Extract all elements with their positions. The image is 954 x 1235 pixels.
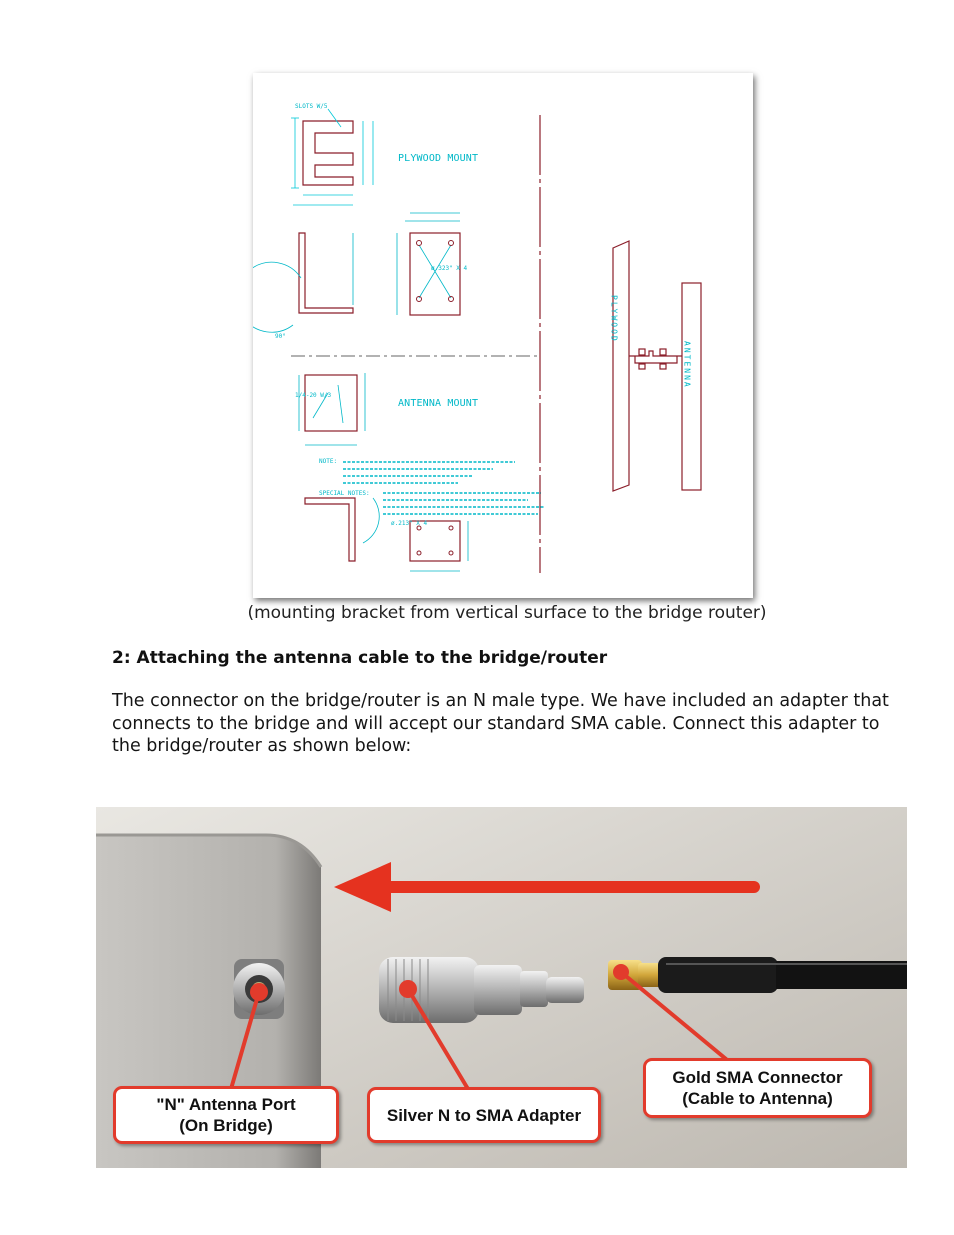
mounting-bracket-drawing (253, 73, 753, 598)
drawing-angle-label: 90° (275, 333, 286, 340)
plywood-bracket-plan (303, 121, 353, 185)
callout-n-to-sma-adapter: Silver N to SMA Adapter (367, 1087, 601, 1143)
drawing-antenna-mount-label: ANTENNA MOUNT (398, 398, 478, 409)
drawing-plywood-vertical-label: PLYWOOD (609, 295, 619, 343)
drawing-top-note: SLOTS W/5 (295, 103, 328, 110)
drawing-plywood-mount-label: PLYWOOD MOUNT (398, 153, 478, 164)
drawing-antenna-vertical-label: ANTENNA (682, 341, 692, 389)
callout-gold-sma-connector: Gold SMA Connector (Cable to Antenna) (643, 1058, 872, 1118)
drawing-thread-note: 1/4-20 W/3 (295, 392, 332, 399)
instruction-paragraph: The connector on the bridge/router is an N male type. We have included an adapter that connects to the bridge and will accept our standard SMA cable. Connect this adapter to the bridge/router as shown below: (112, 691, 889, 756)
callout-n-antenna-port: "N" Antenna Port (On Bridge) (113, 1086, 339, 1144)
drawing-caption: (mounting bracket from vertical surface to the bridge router) (247, 603, 767, 623)
drawing-hole-note-1: ø.323" X 4 (431, 265, 468, 272)
drawing-hole-note-2: ø.213" X 4 (391, 520, 428, 527)
drawing-special-note-label: SPECIAL NOTES: (319, 490, 370, 497)
drawing-note-label: NOTE: (319, 458, 338, 465)
section-heading: 2: Attaching the antenna cable to the bridge/router (112, 648, 608, 668)
